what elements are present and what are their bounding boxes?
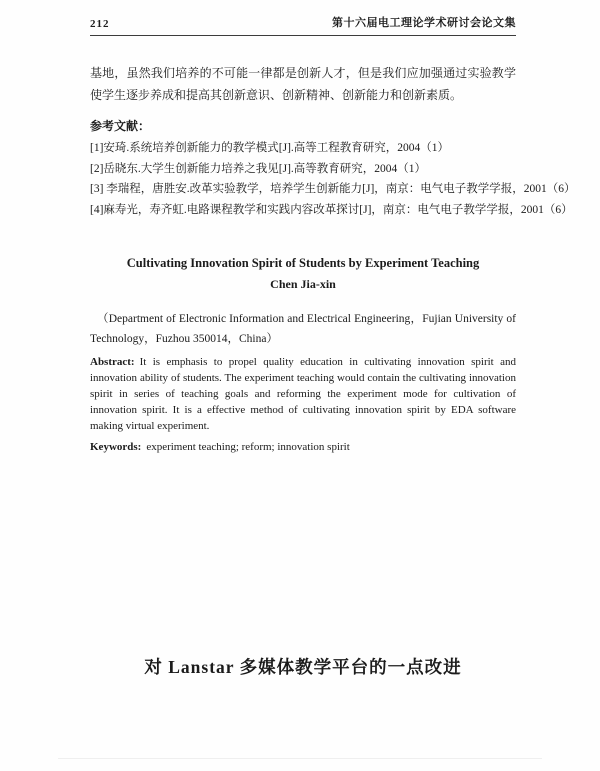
reference-item: [4]麻寿光，寿齐虹.电路课程教学和实践内容改革探讨[J]，南京：电气电子教学学报，2001（6） (90, 203, 573, 216)
keywords-line (90, 439, 516, 455)
next-article-title: 对 Lanstar 多媒体教学平台的一点改进 (144, 657, 462, 677)
reference-item: [2]岳晓东.大学生创新能力培养之我见[J].高等教育研究，2004（1） (90, 162, 427, 175)
reference-item: [1]安琦.系统培养创新能力的教学模式[J].高等工程教育研究，2004（1） (90, 142, 450, 154)
page-header (90, 14, 516, 36)
author-affiliation: （Department of Electronic Information and Electrical Engineering，Fujian University of Technology，Fuzhou 350014，China） (90, 313, 516, 345)
references-list (90, 138, 576, 220)
abstract-paragraph (90, 354, 516, 434)
author-name: Chen Jia-xin (270, 277, 336, 291)
keywords-label: Keywords: (90, 441, 142, 453)
page-bottom-rule (58, 758, 542, 759)
abstract-label: Abstract: (90, 356, 135, 368)
abstract-text: It is emphasis to propel quality education in cultivating innovation spirit and innovation ability of students. The experiment teaching would contain the cultivating innovation spirit in series of teaching goals and reforming the experiment mode for cultivation of innovation spirit. It is a effective method of cultivating innovation spirit by EDA software making virtual experiment. (90, 356, 516, 432)
page-number: 212 (90, 18, 110, 30)
references-heading: 参考文献： (90, 119, 151, 133)
article-closing-paragraph: 基地，虽然我们培养的不可能一律都是创新人才，但是我们应加强通过实验教学使学生逐步养成和提高其创新意识、创新精神、创新能力和创新素质。 (90, 66, 516, 102)
reference-item: [3] 李瑞程，唐胜安.改革实验教学，培养学生创新能力[J]，南京：电气电子教学学报，2001（6） (90, 183, 576, 195)
english-title: Cultivating Innovation Spirit of Students by Experiment Teaching (126, 256, 480, 270)
proceedings-title: 第十六届电工理论学术研讨会论文集 (332, 17, 516, 29)
keywords-text: experiment teaching; reform; innovation spirit (146, 441, 350, 453)
